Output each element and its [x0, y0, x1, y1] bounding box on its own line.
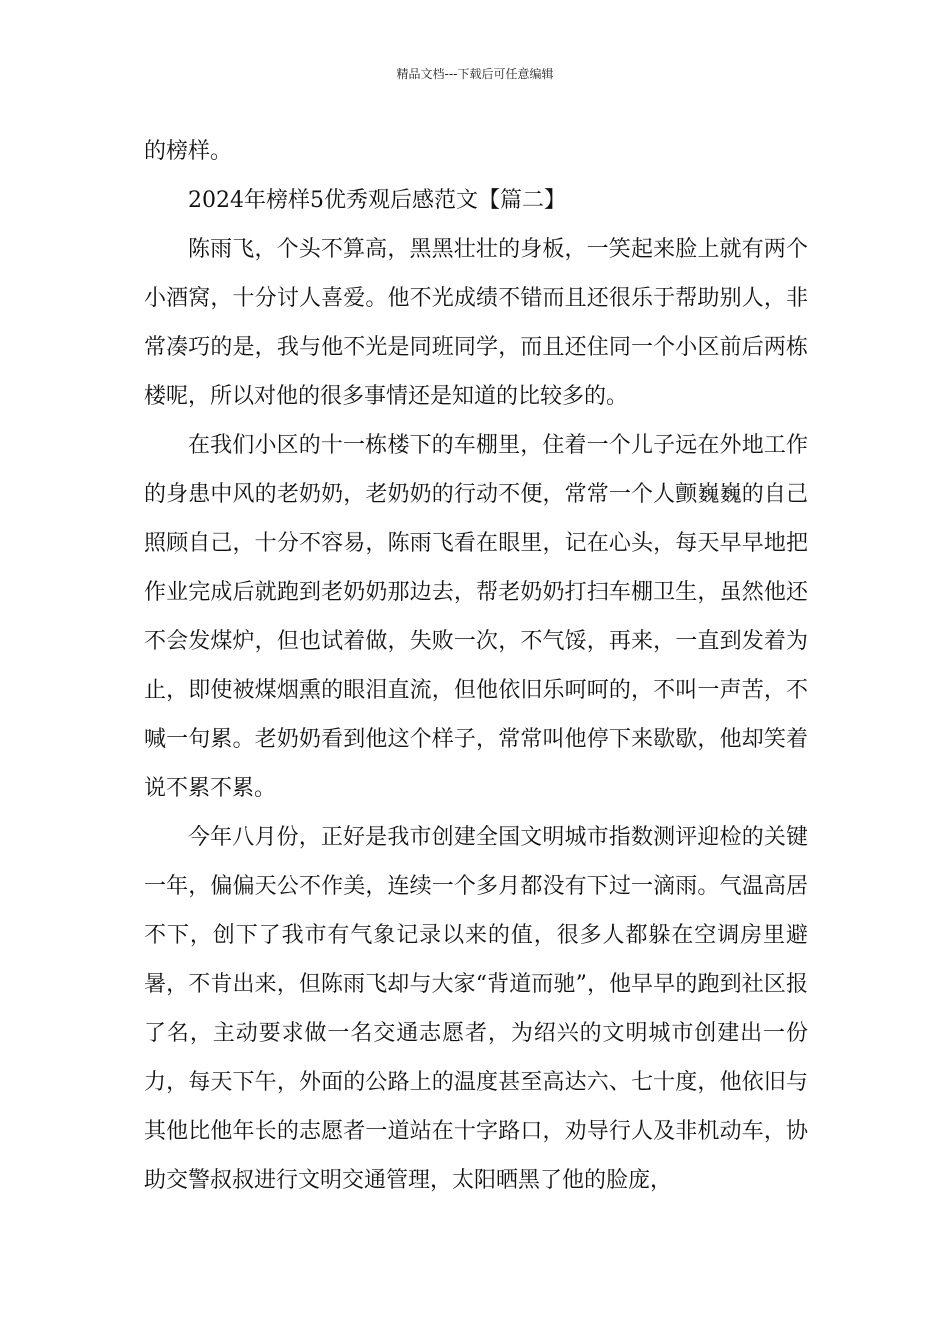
paragraph-continuation: 的榜样。 [144, 139, 233, 164]
document-body [144, 127, 808, 1205]
page-header: 精品文档---下载后可任意编辑 [396, 67, 554, 81]
paragraph-2: 在我们小区的十一栋楼下的车棚里，住着一个儿子远在外地工作的身患中风的老奶奶，老奶奶的行动不便，常常一个人颤巍巍的自己照顾自己，十分不容易，陈雨飞看在眼里，记在心头，每天早早地把作业完成后就跑到老奶奶那边去，帮老奶奶打扫车棚卫生，虽然他还不会发煤炉，但也试着做，失败一次，不气馁，再来，一直到发着为止，即使被煤烟熏的眼泪直流，但他依旧乐呵呵的，不叫一声苦，不喊一句累。老奶奶看到他这个样子，常常叫他停下来歇歇，他却笑着说不累不累。 [144, 433, 808, 801]
paragraph-1: 陈雨飞，个头不算高，黑黑壮壮的身板，一笑起来脸上就有两个小酒窝，十分讨人喜爱。他不光成绩不错而且还很乐于帮助别人，非常凑巧的是，我与他不光是同班同学，而且还住同一个小区前后两栋楼呢，所以对他的很多事情还是知道的比较多的。 [144, 237, 808, 409]
section-heading: 2024年榜样5优秀观后感范文【篇二】 [188, 188, 566, 213]
paragraph-3: 今年八月份，正好是我市创建全国文明城市指数测评迎检的关键一年，偏偏天公不作美，连续一个多月都没有下过一滴雨。气温高居不下，创下了我市有气象记录以来的值，很多人都躲在空调房里避暑，不肯出来，但陈雨飞却与大家“背道而驰”，他早早的跑到社区报了名，主动要求做一名交通志愿者，为绍兴的文明城市创建出一份力，每天下午，外面的公路上的温度甚至高达六、七十度，他依旧与其他比他年长的志愿者一道站在十字路口，劝导行人及非机动车，协助交警叔叔进行文明交通管理，太阳晒黑了他的脸庞， [144, 825, 808, 1193]
